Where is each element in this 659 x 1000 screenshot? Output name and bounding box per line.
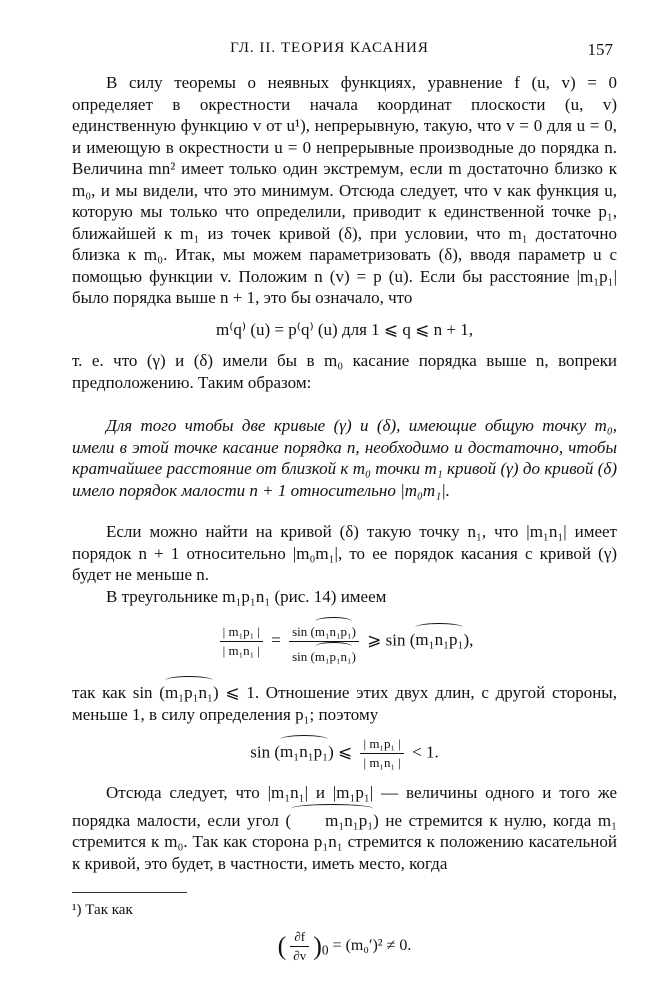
close-paren: ) <box>313 931 322 961</box>
footnote-text: ¹) Так как <box>72 902 133 918</box>
paragraph-implicit-functions: В силу теоремы о неявных функциях, уравнение f (u, v) = 0 определяет в окрестности начала координат плоскости (u, v) единственную функцию v от u¹), непрерывную, такую, что v = 0 для u = 0, и имеющую в окрестности u = 0 непрерывные производные до порядка n. Величина mn² имеет только один экстремум, если m достаточно близко к m₀, и мы видели, что это минимум. Отсюда следует, что v как функция u, которую мы только что определили, приводит к единственной точке p₁, ближайшей к m₁ из точек кривой (δ), при условии, что m₁ достаточно близка к m₀. Итак, мы можем параметризовать (δ), вводя параметр u с помощью функции v. Положим n (v) = p (u). Если бы расстояние |m₁p₁| было порядка выше n + 1, это бы означало, что <box>72 73 617 307</box>
sin-prefix: sin ( <box>292 624 315 639</box>
paragraph-triangle: В треугольнике m₁p₁n₁ (рис. 14) имеем <box>106 586 387 606</box>
formula-inequality <box>72 735 617 772</box>
theorem-statement: Для того чтобы две кривые (γ) и (δ), имеющие общую точку m₀, имели в этой точке касание порядка n, необходимо и достаточно, чтобы кратчайшее расстояние от близкой к m₀ точки m₁ кривой (γ) до кривой (δ) имело порядок малости n + 1 относительно |m₀m₁|. <box>72 416 617 500</box>
fraction-denominator: ∂v <box>293 948 307 963</box>
paragraph-point-n1: Если можно найти на кривой (δ) такую точку n₁, что |m₁n₁| имеет порядок n + 1 относительно |m₀m₁|, то ее порядок касания с кривой (γ) будет не меньше n. <box>72 522 617 584</box>
footnote <box>72 900 617 965</box>
equals-sign: = <box>271 630 281 650</box>
open-paren: ( <box>277 931 287 961</box>
fraction-numerator <box>289 617 359 642</box>
sin-prefix: sin ( <box>292 649 315 664</box>
paragraph-ratio: так как sin (m₁p₁n₁) ⩽ 1. Отношение этих двух длин, с другой стороны, меньше 1, в силу определения p₁; поэтому <box>72 676 617 725</box>
subscript-zero: 0 <box>321 942 329 958</box>
sin-prefix: sin ( <box>250 742 281 762</box>
chapter-title: ГЛ. II. ТЕОРИЯ КАСАНИЯ <box>230 40 429 56</box>
fraction-denominator: | m₁n₁ | <box>222 643 261 658</box>
open-paren: ( <box>285 810 292 830</box>
close-paren: ), <box>463 630 474 650</box>
close-paren: ) <box>351 624 356 639</box>
fraction-numerator: | m₁p₁ | <box>360 735 403 754</box>
fraction-denominator <box>289 642 359 666</box>
arc-angle: m₁n₁p₁ <box>315 617 352 641</box>
fraction-denominator: | m₁n₁ | <box>363 755 401 770</box>
text-run: не стремится к нулю, когда m₁ стремится к m₀. Так как сторона p₁n₁ стремится к положению касательной к кривой, это будет, в частности, иметь место, когда <box>72 810 617 873</box>
fraction-lengths <box>360 735 403 772</box>
arc-angle: m₁p₁n₁ <box>315 642 352 666</box>
footnote-divider <box>72 892 187 893</box>
partial-derivative <box>290 928 309 965</box>
fraction-numerator: ∂f <box>290 928 309 947</box>
leq-sign: ) ⩽ <box>328 742 353 762</box>
footnote-formula <box>72 928 617 965</box>
arc-angle: m₁n₁p₁ <box>415 623 463 651</box>
paragraph-conclusion <box>72 782 617 874</box>
formula-sine-ratio <box>72 617 617 666</box>
arc-angle: m₁n₁p₁ <box>280 735 328 763</box>
text-run: так как sin <box>72 683 153 702</box>
fraction-sines <box>289 617 359 666</box>
geq-sin: ⩾ sin ( <box>367 630 416 650</box>
formula-derivatives: m⁽q⁾ (u) = p⁽q⁾ (u) для 1 ⩽ q ⩽ n + 1, <box>216 319 473 339</box>
page-body <box>72 72 617 874</box>
fraction-numerator: | m₁p₁ | <box>220 623 263 642</box>
text-run: Отсюда следует, что |m₁n₁| и |m₁p₁| — величины одного и того же порядка малости, если угол <box>72 783 617 830</box>
close-paren: ) <box>373 810 379 830</box>
paragraph-contradiction: т. е. что (γ) и (δ) имели бы в m₀ касание порядка выше n, вопреки предположению. Таким образом: <box>72 351 617 392</box>
running-header <box>0 40 659 66</box>
fraction-lengths <box>220 623 263 660</box>
footnote-rest: = (m₀′)² ≠ 0. <box>332 937 412 955</box>
text-run: ⩽ 1. Отношение этих двух длин, с другой стороны, меньше 1, в силу определения p₁; поэтому <box>72 683 617 724</box>
arc-angle: m₁p₁n₁ <box>165 676 213 704</box>
close-paren: ) <box>351 649 356 664</box>
page-number: 157 <box>587 40 613 59</box>
less-than-one: < 1. <box>412 742 439 762</box>
arc-angle: m₁n₁p₁ <box>291 804 373 832</box>
